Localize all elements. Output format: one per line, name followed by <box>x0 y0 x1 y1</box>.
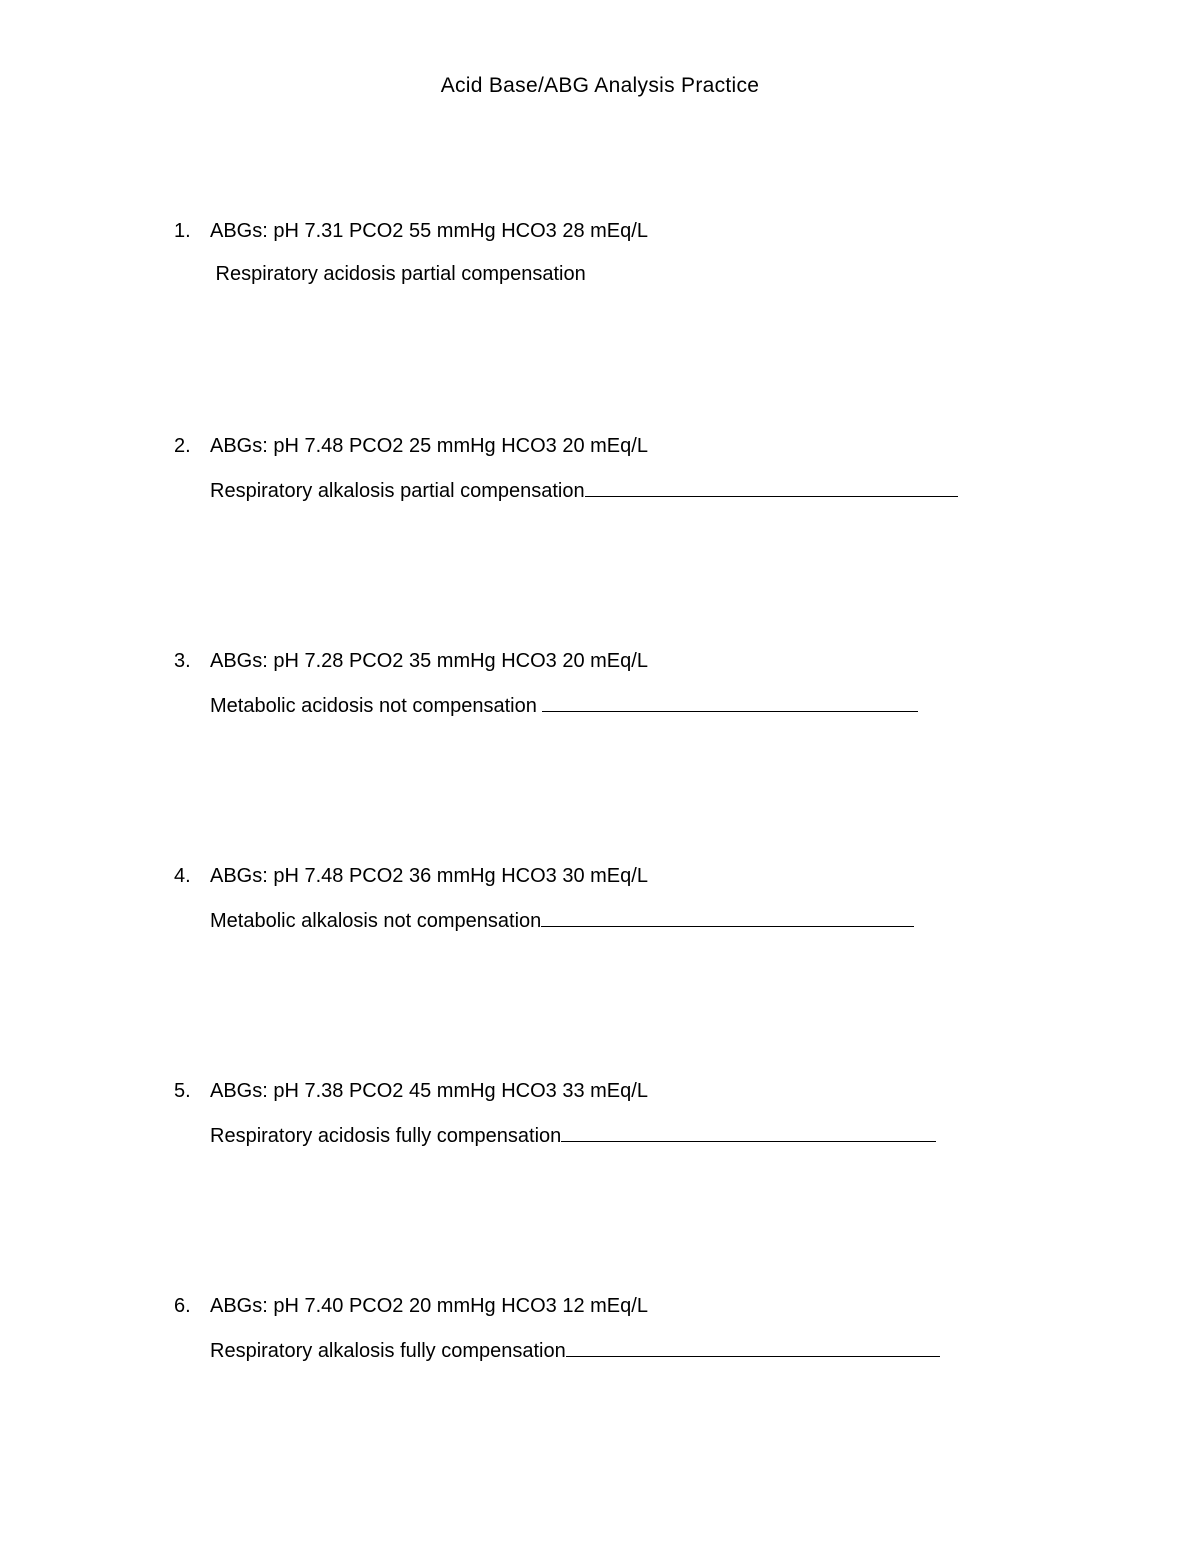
abg-values: ABGs: pH 7.40 PCO2 20 mmHg HCO3 12 mEq/L <box>210 1295 648 1317</box>
abg-values: ABGs: pH 7.31 PCO2 55 mmHg HCO3 28 mEq/L <box>210 220 648 242</box>
answer-blank-line[interactable] <box>566 1338 940 1357</box>
answer-row <box>210 478 958 503</box>
abg-values: ABGs: pH 7.28 PCO2 35 mmHg HCO3 20 mEq/L <box>210 650 648 672</box>
answer-blank-line[interactable] <box>561 1123 936 1142</box>
answer-text: Metabolic alkalosis not compensation <box>210 910 542 932</box>
answer-text: Respiratory alkalosis fully compensation <box>210 1340 566 1362</box>
answer-blank-line[interactable] <box>542 693 918 712</box>
abg-values: ABGs: pH 7.38 PCO2 45 mmHg HCO3 33 mEq/L <box>210 1080 648 1102</box>
answer-blank-line[interactable] <box>541 908 914 927</box>
question-number: 5. <box>174 1080 191 1102</box>
answer-text: Respiratory acidosis fully compensation <box>210 1125 562 1147</box>
abg-values: ABGs: pH 7.48 PCO2 25 mmHg HCO3 20 mEq/L <box>210 435 648 457</box>
answer-text: Respiratory acidosis partial compensation <box>210 263 586 285</box>
answer-row <box>210 263 586 286</box>
answer-blank-line[interactable] <box>585 478 958 497</box>
page-title: Acid Base/ABG Analysis Practice <box>440 74 760 97</box>
answer-row <box>210 693 918 718</box>
answer-row <box>210 1123 936 1148</box>
question-number: 2. <box>174 435 191 457</box>
answer-text: Metabolic acidosis not compensation <box>210 695 543 717</box>
abg-values: ABGs: pH 7.48 PCO2 36 mmHg HCO3 30 mEq/L <box>210 865 648 887</box>
answer-row <box>210 908 914 933</box>
question-number: 4. <box>174 865 191 887</box>
answer-text: Respiratory alkalosis partial compensation <box>210 480 585 502</box>
question-number: 3. <box>174 650 191 672</box>
question-number: 6. <box>174 1295 191 1317</box>
answer-row <box>210 1338 940 1363</box>
question-number: 1. <box>174 220 191 242</box>
